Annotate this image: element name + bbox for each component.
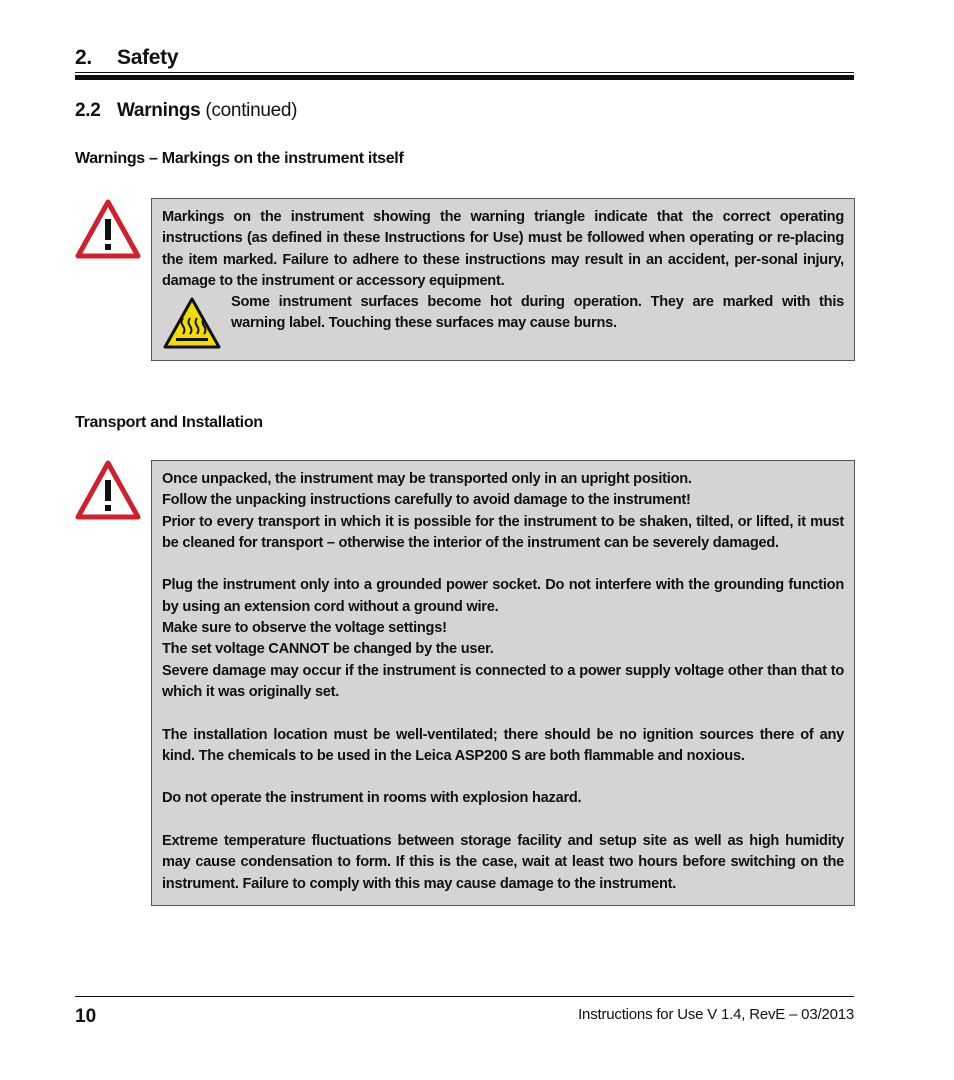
transport-line: Once unpacked, the instrument may be transported only in an upright position. <box>162 471 692 487</box>
footer-rule <box>75 996 854 997</box>
footer-doc-info: Instructions for Use V 1.4, RevE – 03/2013 <box>578 1006 854 1023</box>
paragraph-gap <box>162 810 844 831</box>
section-title: Warnings <box>117 100 201 121</box>
warning-triangle-icon <box>75 460 141 520</box>
hot-surface-icon <box>162 296 222 350</box>
transport-line: Do not operate the instrument in rooms with explosion hazard. <box>162 790 582 807</box>
markings-paragraph: Markings on the instrument showing the warning triangle indicate that the correct operating instructions (as defined in these Instructions for Use) must be followed when operating or re-placing the item marked. Failure to adhere to these instructions may result in an accident, per-sonal injury, damage to the instrument or accessory equipment. <box>162 209 844 289</box>
page-number: 10 <box>75 1006 97 1027</box>
section-heading <box>75 100 297 122</box>
transport-line: Plug the instrument only into a grounded power socket. Do not interfere with the grounding function by using an extension cord without a ground wire. <box>162 577 844 615</box>
chapter-number: 2. <box>75 46 92 69</box>
transport-line: Severe damage may occur if the instrument is connected to a power supply voltage other than that to which it was originally set. <box>162 662 844 700</box>
hot-surface-row <box>162 292 844 350</box>
header-rule-thick <box>75 75 854 80</box>
header-rule-thin <box>75 72 854 73</box>
transport-warning-box <box>151 460 855 906</box>
transport-line: Make sure to observe the voltage settings! <box>162 620 447 637</box>
transport-line: The set voltage CANNOT be changed by the user. <box>162 641 494 658</box>
transport-line: The installation location must be well-ventilated; there should be no ignition sources there of any kind. The chemicals to be used in the Leica ASP200 S are both flammable and noxious. <box>162 726 844 764</box>
hot-surface-text: Some instrument surfaces become hot during operation. They are marked with this warning label. Touching these surfaces may cause burns. <box>231 294 844 332</box>
section-number: 2.2 <box>75 100 101 121</box>
transport-heading: Transport and Installation <box>75 414 263 431</box>
paragraph-gap <box>162 554 844 575</box>
chapter-heading <box>75 46 854 70</box>
chapter-title: Safety <box>117 46 179 69</box>
markings-warning-box <box>151 198 855 361</box>
section-suffix: (continued) <box>200 100 298 121</box>
paragraph-gap <box>162 703 844 724</box>
markings-heading: Warnings – Markings on the instrument itself <box>75 150 404 167</box>
transport-line: Extreme temperature fluctuations between storage facility and setup site as well as high humidity may cause condensation to form. If this is the case, wait at least two hours before switching on the instrument. Failure to comply with this may cause damage to the instrument. <box>162 833 844 892</box>
paragraph-gap <box>162 767 844 788</box>
transport-line: Prior to every transport in which it is possible for the instrument to be shaken, tilted, or lifted, it must be cleaned for transport – otherwise the interior of the instrument can be severely damaged. <box>162 513 844 551</box>
transport-line: Follow the unpacking instructions carefully to avoid damage to the instrument! <box>162 492 691 509</box>
warning-triangle-icon <box>75 199 141 259</box>
